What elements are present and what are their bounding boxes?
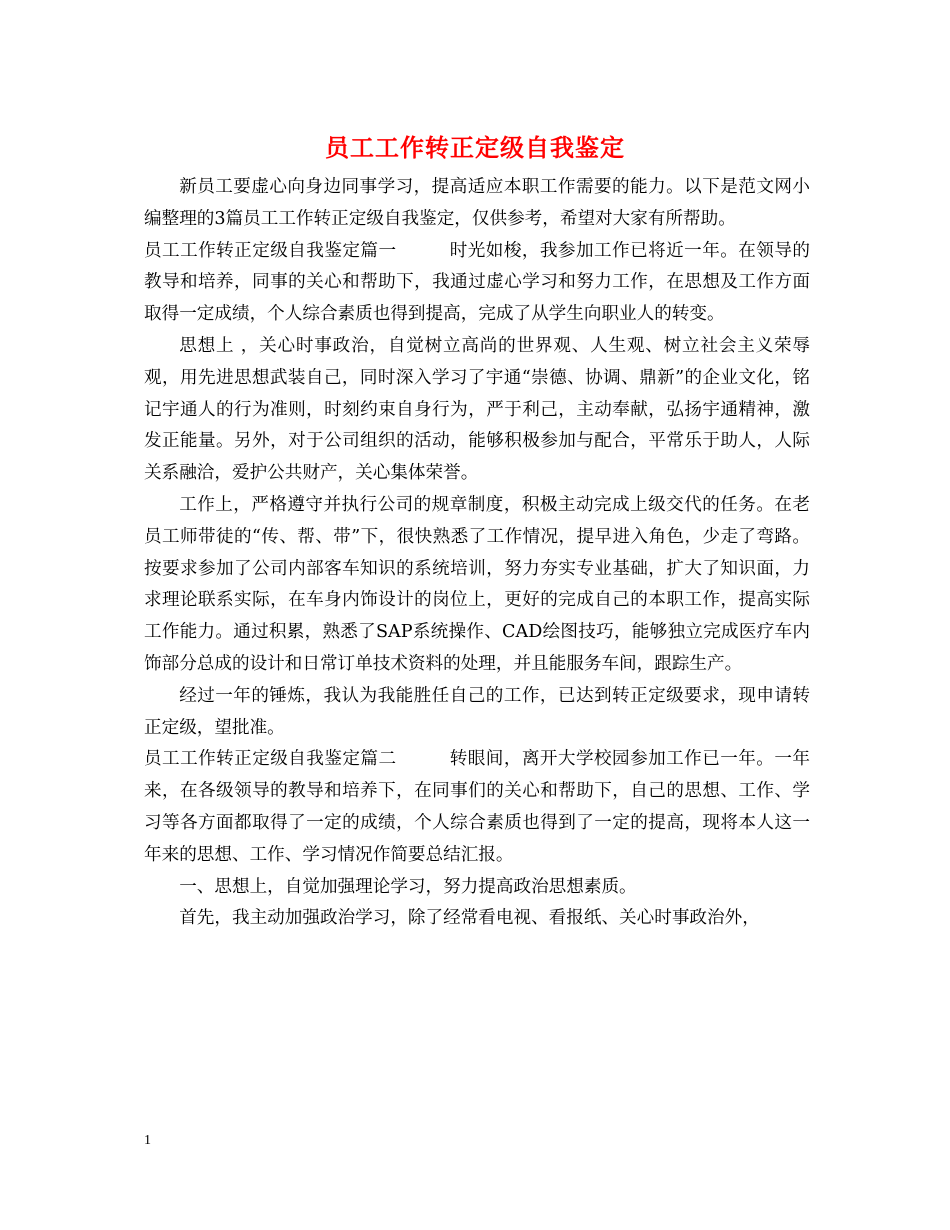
- section-one-heading: 员工工作转正定级自我鉴定篇一: [144, 240, 397, 261]
- section-two-text: 转眼间，离开大学校园参加工作已一年。一年来，在各级领导的教导和培养下，在同事们的关心和帮助下，自己的思想、工作、学习等各方面都取得了一定的成绩，个人综合素质也得到了一定的提高，现将本人这一年来的思想、工作、学习情况作简要总结汇报。: [144, 749, 810, 865]
- conclusion-paragraph: 经过一年的锤炼，我认为我能胜任自己的工作，已达到转正定级要求，现申请转正定级，望批准。: [144, 685, 810, 738]
- intro-paragraph: 新员工要虚心向身边同事学习，提高适应本职工作需要的能力。以下是范文网小编整理的3篇员工工作转正定级自我鉴定，仅供参考，希望对大家有所帮助。: [144, 177, 810, 229]
- work-paragraph: 工作上，严格遵守并执行公司的规章制度，积极主动完成上级交代的任务。在老员工师带徒的“传、帮、带”下，很快熟悉了工作情况，提早进入角色，少走了弯路。按要求参加了公司内部客车知识的系统培训，努力夯实专业基础，扩大了知识面，力求理论联系实际，在车身内饰设计的岗位上，更好的完成自己的本职工作，提高实际工作能力。通过积累，熟悉了SAP系统操作、CAD绘图技巧，能够独立完成医疗车内饰部分总成的设计和日常订单技术资料的处理，并且能服务车间，跟踪生产。: [144, 494, 810, 674]
- section-two-heading: 员工工作转正定级自我鉴定篇二: [144, 749, 397, 770]
- section-one-text: 时光如梭，我参加工作已将近一年。在领导的教导和培养，同事的关心和帮助下，我通过虚心学习和努力工作，在思想及工作方面取得一定成绩，个人综合素质也得到提高，完成了从学生向职业人的转变。: [144, 240, 810, 325]
- section-two-paragraph: [144, 744, 810, 871]
- page-number: 1: [144, 1133, 151, 1148]
- point-one-heading: 一、思想上，自觉加强理论学习，努力提高政治思想素质。: [179, 876, 637, 897]
- document-title: 员工工作转正定级自我鉴定: [325, 133, 625, 162]
- document-body: [144, 172, 810, 935]
- point-one-paragraph: 首先，我主动加强政治学习，除了经常看电视、看报纸、关心时事政治外，: [179, 908, 760, 929]
- ideology-paragraph: 思想上 ，关心时事政治，自觉树立高尚的世界观、人生观、树立社会主义荣辱观，用先进思想武装自己，同时深入学习了宇通“崇德、协调、鼎新”的企业文化，铭记宇通人的行为准则，时刻约束自身行为，严于利己，主动奉献，弘扬宇通精神，激发正能量。另外，对于公司组织的活动，能够积极参加与配合，平常乐于助人，人际关系融洽，爱护公共财产，关心集体荣誉。: [144, 335, 810, 484]
- section-one-paragraph: [144, 236, 810, 331]
